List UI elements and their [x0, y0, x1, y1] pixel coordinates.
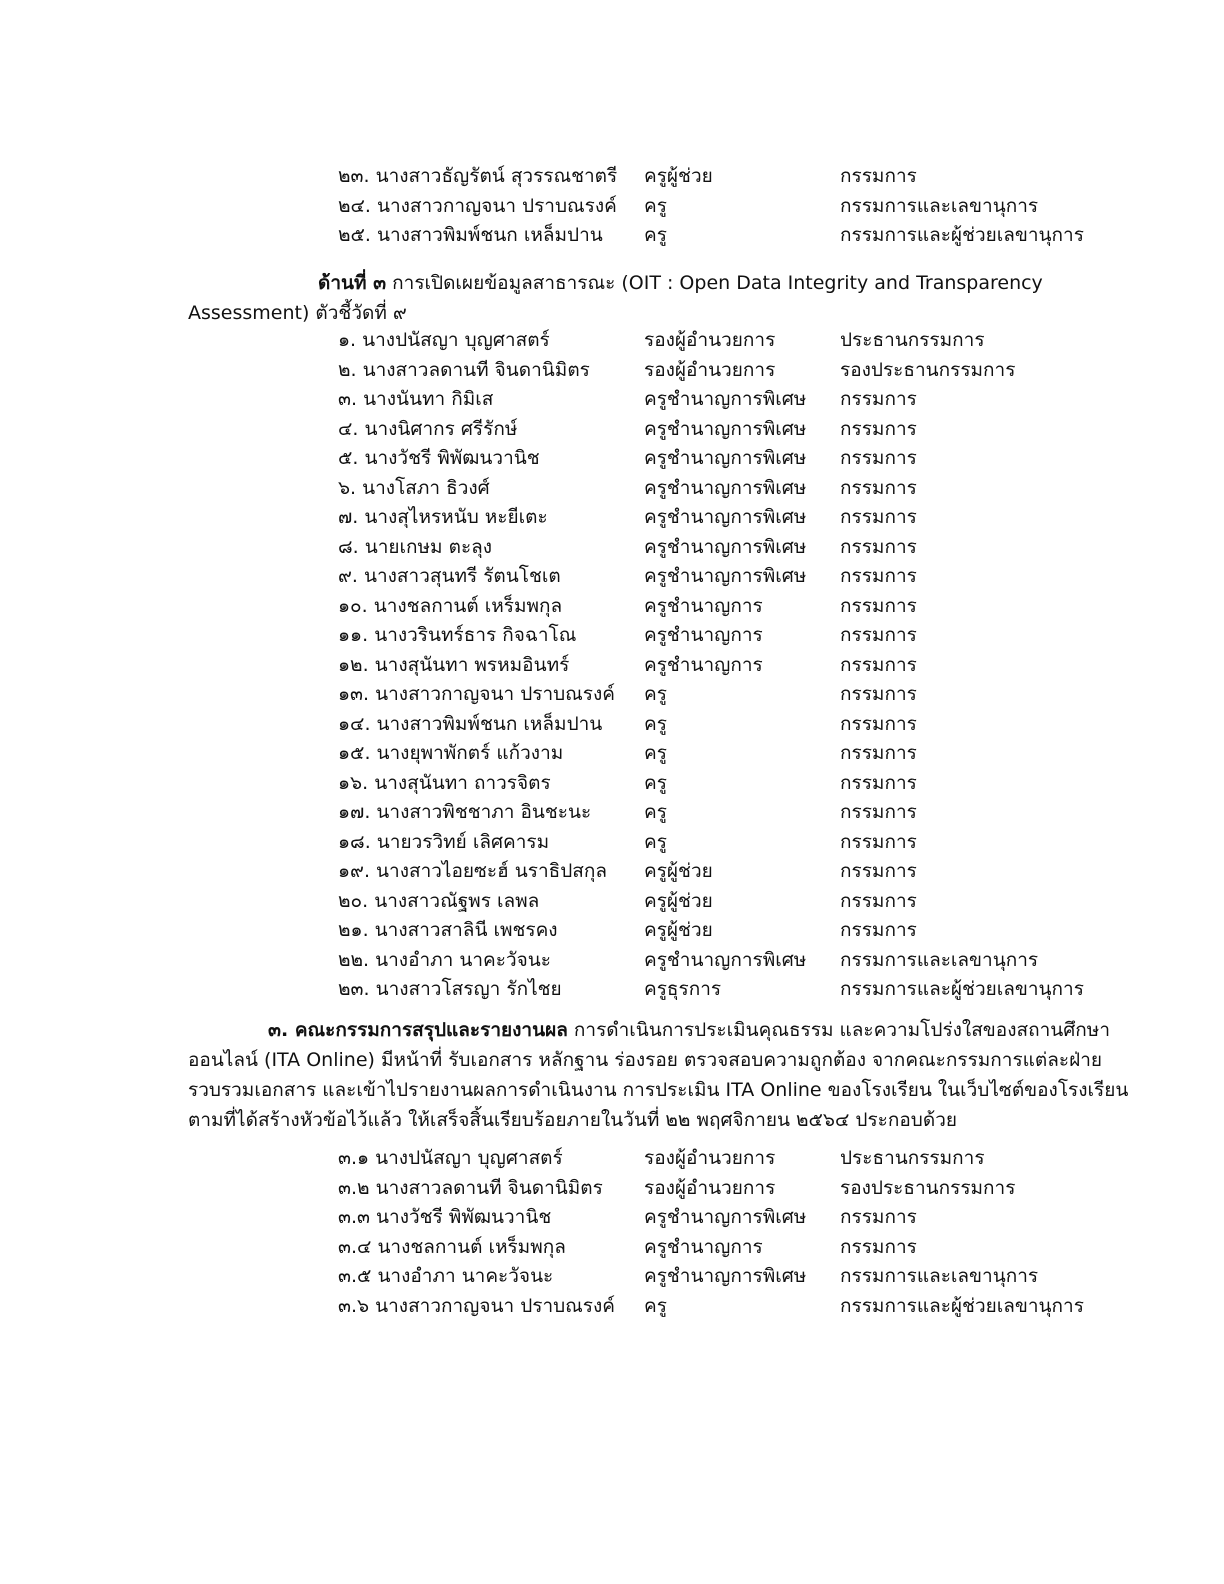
member-name: ๒๓. นางสาวโสรญา รักไชย — [338, 978, 562, 1000]
member-name: ๑๙. นางสาวไอยซะฮ์ นราธิปสกุล — [338, 860, 608, 882]
list-item — [338, 326, 1068, 356]
member-role: กรรมการ — [840, 801, 917, 823]
member-name: ๓.๒ นางสาวลดานที จินดานิมิตร — [338, 1176, 603, 1199]
member-name: ๑๑. นางวรินทร์ธาร กิจฉาโณ — [338, 624, 577, 646]
list-item — [338, 651, 1068, 681]
member-name: ๑๘. นายวรวิทย์ เลิศคารม — [338, 830, 550, 853]
member-role: กรรมการและเลขานุการ — [840, 948, 1039, 971]
member-name: ๑๔. นางสาวพิมพ์ชนก เหล็มปาน — [338, 712, 603, 735]
member-role: กรรมการ — [840, 919, 917, 941]
list-item — [338, 533, 1068, 563]
member-role: ประธานกรรมการ — [840, 1147, 985, 1169]
member-position: รองผู้อำนวยการ — [644, 1147, 776, 1169]
member-role: กรรมการ — [840, 771, 917, 794]
member-position: ครูชำนาญการพิเศษ — [644, 476, 807, 499]
member-name: ๑๐. นางชลกานต์ เหร็มพกุล — [338, 594, 563, 617]
list-item — [338, 710, 1068, 740]
member-role: กรรมการและผู้ช่วยเลขานุการ — [840, 1294, 1084, 1317]
member-position: รองผู้อำนวยการ — [644, 329, 776, 351]
member-position: ครู — [644, 683, 667, 705]
member-position: ครูชำนาญการพิเศษ — [644, 447, 807, 469]
list-item — [338, 828, 1068, 858]
member-position: ครู — [644, 742, 667, 764]
list-item — [338, 739, 1068, 769]
member-position: ครูผู้ช่วย — [644, 860, 713, 882]
list-item — [338, 385, 1068, 415]
member-position: ครูผู้ช่วย — [644, 889, 713, 912]
section-3-heading: ๓. คณะกรรมการสรุปและรายงานผล — [268, 1019, 568, 1041]
member-position: ครู — [644, 224, 667, 246]
list-item — [338, 857, 1068, 887]
list-item — [338, 444, 1068, 474]
list-item — [338, 1262, 1068, 1292]
list-item — [338, 1144, 1068, 1174]
list-item — [338, 503, 1068, 533]
member-name: ๘. นายเกษม ตะลุง — [338, 535, 493, 558]
member-role: กรรมการ — [840, 447, 917, 469]
list-item — [338, 798, 1068, 828]
list-item — [338, 769, 1068, 799]
member-name: ๒๔. นางสาวกาญจนา ปราบณรงค์ — [338, 194, 617, 217]
section-3-line1 — [188, 1015, 1110, 1045]
list-item — [338, 474, 1068, 504]
member-name: ๒๕. นางสาวพิมพ์ชนก เหล็มปาน — [338, 224, 603, 246]
member-name: ๒๓. นางสาวธัญรัตน์ สุวรรณชาตรี — [338, 165, 618, 187]
list-item — [338, 1174, 1068, 1204]
member-name: ๒๒. นางอำภา นาคะวัจนะ — [338, 948, 551, 971]
member-role: รองประธานกรรมการ — [840, 1176, 1016, 1199]
section-3-paragraph — [188, 1015, 1129, 1135]
list-item — [338, 887, 1068, 917]
member-role: กรรมการและเลขานุการ — [840, 194, 1039, 217]
list-item — [338, 162, 1068, 192]
member-name: ๓.๕ นางอำภา นาคะวัจนะ — [338, 1265, 554, 1287]
member-role: กรรมการ — [840, 653, 917, 676]
list-item — [338, 1233, 1068, 1263]
list-item — [338, 562, 1068, 592]
aspect-heading-line2: Assessment) ตัวชี้วัดที่ ๙ — [188, 302, 407, 324]
member-position: ครู — [644, 712, 667, 735]
member-name: ๑. นางปนัสญา บุญศาสตร์ — [338, 329, 550, 351]
list-item — [338, 192, 1068, 222]
aspect-heading — [188, 268, 1068, 328]
list-item — [338, 916, 1068, 946]
member-position: ครู — [644, 801, 667, 823]
member-name: ๗. นางสุไหรหนับ หะยีเตะ — [338, 506, 548, 528]
section-3-line4: ตามที่ได้สร้างหัวข้อไว้แล้ว ให้เสร็จสิ้นเรียบร้อยภายในวันที่ ๒๒ พฤศจิกายน ๒๕๖๔ ประกอบด้วย — [188, 1109, 957, 1131]
list-item — [338, 975, 1084, 1005]
member-position: ครูชำนาญการ — [644, 594, 763, 617]
list-item — [338, 946, 1068, 976]
member-name: ๖. นางโสภา ธิวงศ์ — [338, 476, 490, 499]
member-role: กรรมการและเลขานุการ — [840, 1265, 1039, 1287]
member-role: กรรมการ — [840, 594, 917, 617]
section-3-text: การดำเนินการประเมินคุณธรรม และความโปร่งใสของสถานศึกษา — [567, 1019, 1110, 1041]
member-name: ๓.๑ นางปนัสญา บุญศาสตร์ — [338, 1147, 563, 1169]
list-item — [338, 221, 1084, 251]
section-3-line3: รวบรวมเอกสาร และเข้าไปรายงานผลการดำเนินงาน การประเมิน ITA Online ของโรงเรียน ในเว็บไซต์ของโรงเรียน — [188, 1079, 1129, 1101]
member-role: กรรมการ — [840, 742, 917, 764]
list-item — [338, 356, 1068, 386]
aspect-title: การเปิดเผยข้อมูลสาธารณะ (OIT : Open Data Integrity and Transparency — [386, 272, 1043, 294]
member-role: กรรมการ — [840, 830, 917, 853]
member-position: ครูชำนาญการพิเศษ — [644, 417, 807, 440]
member-position: ครูชำนาญการพิเศษ — [644, 388, 807, 410]
member-name: ๒๐. นางสาวณัฐพร เลพล — [338, 889, 540, 912]
aspect-heading-line1 — [188, 268, 1068, 298]
member-name: ๓.๖ นางสาวกาญจนา ปราบณรงค์ — [338, 1294, 616, 1317]
member-name: ๑๓. นางสาวกาญจนา ปราบณรงค์ — [338, 683, 616, 705]
member-role: กรรมการ — [840, 388, 917, 410]
member-position: ครู — [644, 830, 667, 853]
member-position: ครูชำนาญการ — [644, 653, 763, 676]
list-item — [338, 1292, 1084, 1322]
committee-list-c — [338, 1144, 1084, 1321]
member-position: ครูชำนาญการพิเศษ — [644, 1265, 807, 1287]
member-role: กรรมการ — [840, 165, 917, 187]
member-role: กรรมการ — [840, 683, 917, 705]
member-role: กรรมการ — [840, 417, 917, 440]
member-name: ๑๒. นางสุนันทา พรหมอินทร์ — [338, 653, 570, 676]
member-role: กรรมการและผู้ช่วยเลขานุการ — [840, 224, 1084, 246]
member-position: ครูชำนาญการ — [644, 624, 763, 646]
member-role: กรรมการ — [840, 1235, 917, 1258]
member-position: ครูชำนาญการพิเศษ — [644, 535, 807, 558]
list-item — [338, 592, 1068, 622]
member-role: ประธานกรรมการ — [840, 329, 985, 351]
member-name: ๙. นางสาวสุนทรี รัตนโชเต — [338, 565, 561, 587]
member-role: กรรมการ — [840, 860, 917, 882]
member-role: กรรมการ — [840, 565, 917, 587]
section-3-line2: ออนไลน์ (ITA Online) มีหน้าที่ รับเอกสาร หลักฐาน ร่องรอย ตรวจสอบความถูกต้อง จากคณะกรรมการแต่ละฝ่าย — [188, 1049, 1103, 1071]
member-position: ครูชำนาญการ — [644, 1235, 763, 1258]
member-position: ครูธุรการ — [644, 978, 722, 1000]
committee-list-a — [338, 162, 1084, 251]
member-position: ครู — [644, 771, 667, 794]
member-role: กรรมการ — [840, 712, 917, 735]
list-item — [338, 415, 1068, 445]
list-item — [338, 680, 1068, 710]
committee-list-b — [338, 326, 1084, 1005]
member-name: ๔. นางนิศากร ศรีรักษ์ — [338, 417, 518, 440]
member-position: ครูชำนาญการพิเศษ — [644, 565, 807, 587]
member-position: ครู — [644, 194, 667, 217]
member-role: กรรมการ — [840, 535, 917, 558]
member-name: ๓.๓ นางวัชรี พิพัฒนวานิช — [338, 1206, 552, 1228]
member-role: กรรมการ — [840, 889, 917, 912]
member-name: ๕. นางวัชรี พิพัฒนวานิช — [338, 447, 540, 469]
member-name: ๑๕. นางยุพาพักตร์ แก้วงาม — [338, 742, 564, 764]
member-role: กรรมการ — [840, 506, 917, 528]
member-role: รองประธานกรรมการ — [840, 358, 1016, 381]
member-position: ครูชำนาญการพิเศษ — [644, 506, 807, 528]
member-name: ๒๑. นางสาวสาลินี เพชรคง — [338, 919, 558, 941]
member-position: รองผู้อำนวยการ — [644, 358, 776, 381]
list-item — [338, 621, 1068, 651]
member-position: ครู — [644, 1294, 667, 1317]
member-position: ครูชำนาญการพิเศษ — [644, 1206, 807, 1228]
member-name: ๑๖. นางสุนันทา ถาวรจิตร — [338, 771, 551, 794]
list-item — [338, 1203, 1068, 1233]
member-position: ครูผู้ช่วย — [644, 919, 713, 941]
member-role: กรรมการ — [840, 624, 917, 646]
member-role: กรรมการ — [840, 1206, 917, 1228]
member-role: กรรมการ — [840, 476, 917, 499]
member-position: รองผู้อำนวยการ — [644, 1176, 776, 1199]
member-position: ครูผู้ช่วย — [644, 165, 713, 187]
member-name: ๓.๔ นางชลกานต์ เหร็มพกุล — [338, 1235, 566, 1258]
aspect-label: ด้านที่ ๓ — [318, 272, 387, 294]
member-position: ครูชำนาญการพิเศษ — [644, 948, 807, 971]
member-role: กรรมการและผู้ช่วยเลขานุการ — [840, 978, 1084, 1000]
member-name: ๑๗. นางสาวพิชชาภา อินชะนะ — [338, 801, 592, 823]
member-name: ๓. นางนันทา กิมิเส — [338, 388, 494, 410]
member-name: ๒. นางสาวลดานที จินดานิมิตร — [338, 358, 590, 381]
